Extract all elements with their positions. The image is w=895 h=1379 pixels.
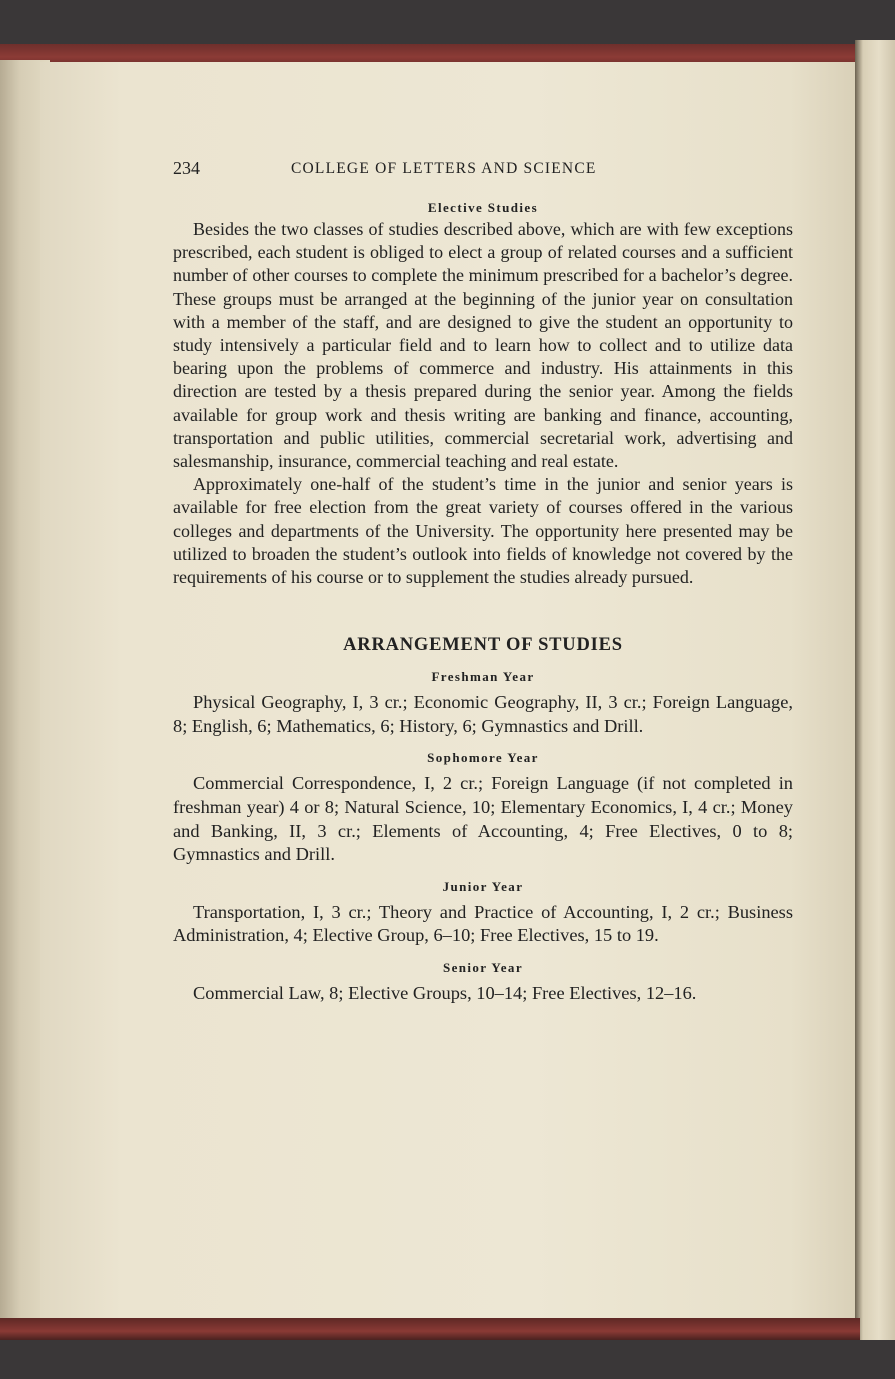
elective-paragraph-2: Approximately one-half of the student’s time in the junior and senior years is available for free election from the great variety of courses offered in the various colleges and departments of the University. The opportunity here presented may be utilized to broaden the student’s outlook into fields of knowledge not covered by the requirements of his course or to supplement the studies already pursued.: [173, 474, 793, 588]
running-head: [173, 158, 793, 188]
page-number: 234: [173, 158, 200, 178]
elective-studies-heading: Elective Studies: [427, 200, 539, 215]
year-heading-sophomore: Sophomore Year: [427, 750, 539, 766]
elective-paragraph-1: Besides the two classes of studies described above, which are with few exceptions prescribed, each student is obliged to elect a group of related courses and a sufficient number of other courses to complete the minimum prescribed for a bachelor’s degree. These groups must be arranged at the beginning of the junior year on consultation with a member of the staff, and are designed to give the student an opportunity to study intensively a particular field and to learn how to collect and to utilize data bearing upon the problems of commerce and industry. His attainments in this direction are tested by a thesis prepared during the senior year. Among the fields available for group work and thesis writing are banking and finance, accounting, transportation and public utilities, commercial secretarial work, advertising and salesmanship, insurance, commercial teaching and real estate.: [173, 219, 793, 472]
year-heading-freshman: Freshman Year: [431, 669, 535, 685]
page-text-block: [173, 150, 793, 1006]
facing-page-edge: [855, 40, 895, 1340]
year-text-junior: Transportation, I, 3 cr.; Theory and Practice of Accounting, I, 2 cr.; Business Administration, 4; Elective Group, 6–10; Free Electives, 15 to 19.: [173, 901, 793, 946]
year-heading-senior: Senior Year: [442, 960, 524, 975]
year-text-sophomore: Commercial Correspondence, I, 2 cr.; Foreign Language (if not completed in freshman year) 4 or 8; Natural Science, 10; Elementary Economics, I, 4 cr.; Money and Banking, II, 3 cr.; Elements of Accounting, 4; Free Electives, 0 to 8; Gymnastics and Drill.: [173, 773, 793, 865]
book-cover-bottom-edge: [0, 1318, 860, 1340]
arrangement-heading: ARRANGEMENT OF STUDIES: [343, 635, 623, 656]
running-title: COLLEGE OF LETTERS AND SCIENCE: [291, 160, 597, 177]
year-heading-junior: Junior Year: [442, 878, 524, 894]
year-text-freshman: Physical Geography, I, 3 cr.; Economic Geography, II, 3 cr.; Foreign Language, 8; English, 6; Mathematics, 6; History, 6; Gymnastics and Drill.: [173, 692, 793, 736]
year-text-senior: Commercial Law, 8; Elective Groups, 10–14; Free Electives, 12–16.: [193, 983, 697, 1003]
